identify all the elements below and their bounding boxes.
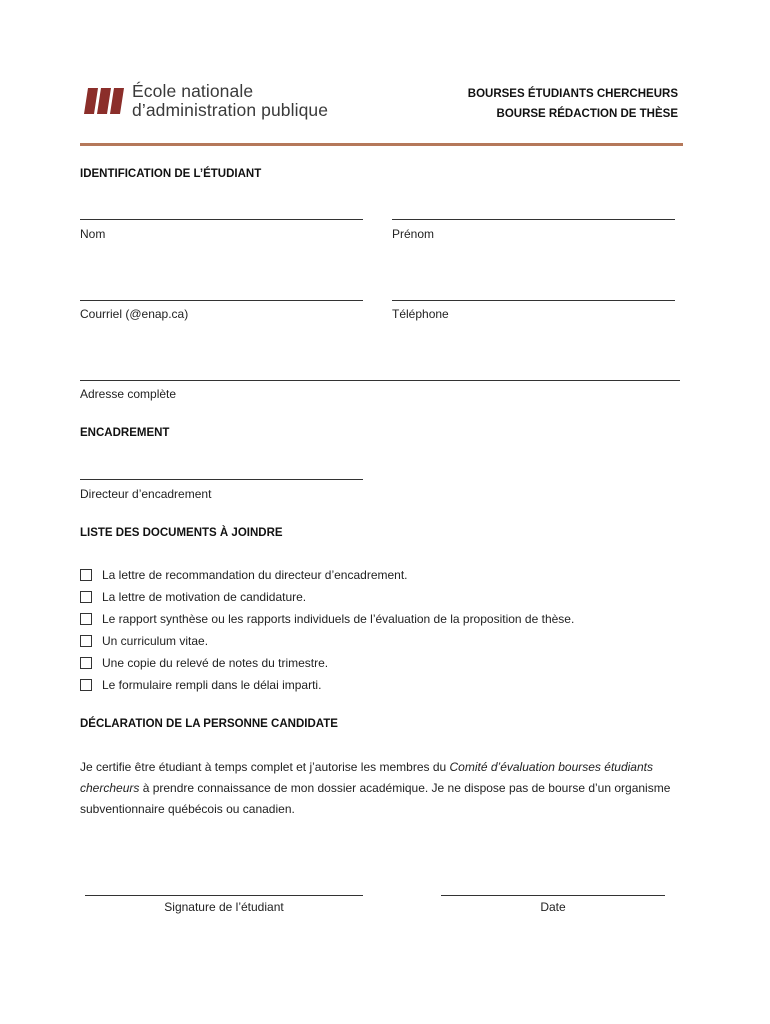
document-item bbox=[80, 590, 306, 604]
section-title-encadrement: ENCADREMENT bbox=[80, 427, 170, 439]
signature-label: Signature de l’étudiant bbox=[164, 900, 284, 914]
document-item bbox=[80, 568, 408, 582]
document-item-label: Le rapport synthèse ou les rapports individuels de l’évaluation de la proposition de thèse. bbox=[102, 612, 575, 626]
signature-field[interactable] bbox=[85, 895, 363, 896]
title-line-1: BOURSES ÉTUDIANTS CHERCHEURS bbox=[467, 88, 678, 100]
document-item bbox=[80, 656, 328, 670]
document-item bbox=[80, 612, 574, 626]
directeur-field[interactable] bbox=[80, 479, 363, 480]
section-title-identification: IDENTIFICATION DE L’ÉTUDIANT bbox=[80, 168, 262, 180]
document-item-label: La lettre de motivation de candidature. bbox=[102, 590, 307, 604]
checkbox[interactable] bbox=[80, 569, 92, 581]
adresse-label: Adresse complète bbox=[80, 387, 177, 401]
declaration-committee-name: Comité d’évaluation bourses étudiants chercheurs bbox=[80, 760, 653, 795]
courriel-label: Courriel (@enap.ca) bbox=[80, 307, 189, 321]
courriel-field[interactable] bbox=[80, 300, 363, 301]
checkbox[interactable] bbox=[80, 657, 92, 669]
checkbox[interactable] bbox=[80, 591, 92, 603]
nom-label: Nom bbox=[80, 227, 106, 241]
document-item-label: Un curriculum vitae. bbox=[102, 634, 209, 648]
nom-field[interactable] bbox=[80, 219, 363, 220]
logo-line-2: d’administration publique bbox=[132, 100, 329, 120]
telephone-field[interactable] bbox=[392, 300, 675, 301]
enap-logo-icon bbox=[84, 86, 128, 116]
document-item bbox=[80, 634, 208, 648]
document-item-label: La lettre de recommandation du directeur d’encadrement. bbox=[102, 568, 408, 582]
directeur-label: Directeur d’encadrement bbox=[80, 487, 212, 501]
declaration-text-end: à prendre connaissance de mon dossier académique. Je ne dispose pas de bourse d’un organisme subventionnaire québécois ou canadien. bbox=[80, 781, 671, 816]
document-item-label: Une copie du relevé de notes du trimestre. bbox=[102, 656, 329, 670]
adresse-field[interactable] bbox=[80, 380, 680, 381]
section-title-declaration: DÉCLARATION DE LA PERSONNE CANDIDATE bbox=[80, 718, 338, 730]
checkbox[interactable] bbox=[80, 613, 92, 625]
header-divider bbox=[80, 143, 683, 146]
prenom-field[interactable] bbox=[392, 219, 675, 220]
document-title bbox=[468, 84, 678, 124]
document-item-label: Le formulaire rempli dans le délai imparti. bbox=[102, 678, 322, 692]
title-line-2: BOURSE RÉDACTION DE THÈSE bbox=[496, 108, 678, 120]
logo-line-1: École nationale bbox=[132, 81, 254, 101]
date-field[interactable] bbox=[441, 895, 665, 896]
checkbox[interactable] bbox=[80, 635, 92, 647]
checkbox[interactable] bbox=[80, 679, 92, 691]
document-item bbox=[80, 678, 321, 692]
telephone-label: Téléphone bbox=[392, 307, 449, 321]
date-label: Date bbox=[540, 900, 566, 914]
prenom-label: Prénom bbox=[392, 227, 435, 241]
declaration-text-start: Je certifie être étudiant à temps complet et j’autorise les membres du bbox=[80, 760, 450, 774]
declaration-text bbox=[80, 757, 695, 820]
logo-text bbox=[132, 82, 328, 120]
section-title-documents: LISTE DES DOCUMENTS À JOINDRE bbox=[80, 527, 283, 539]
